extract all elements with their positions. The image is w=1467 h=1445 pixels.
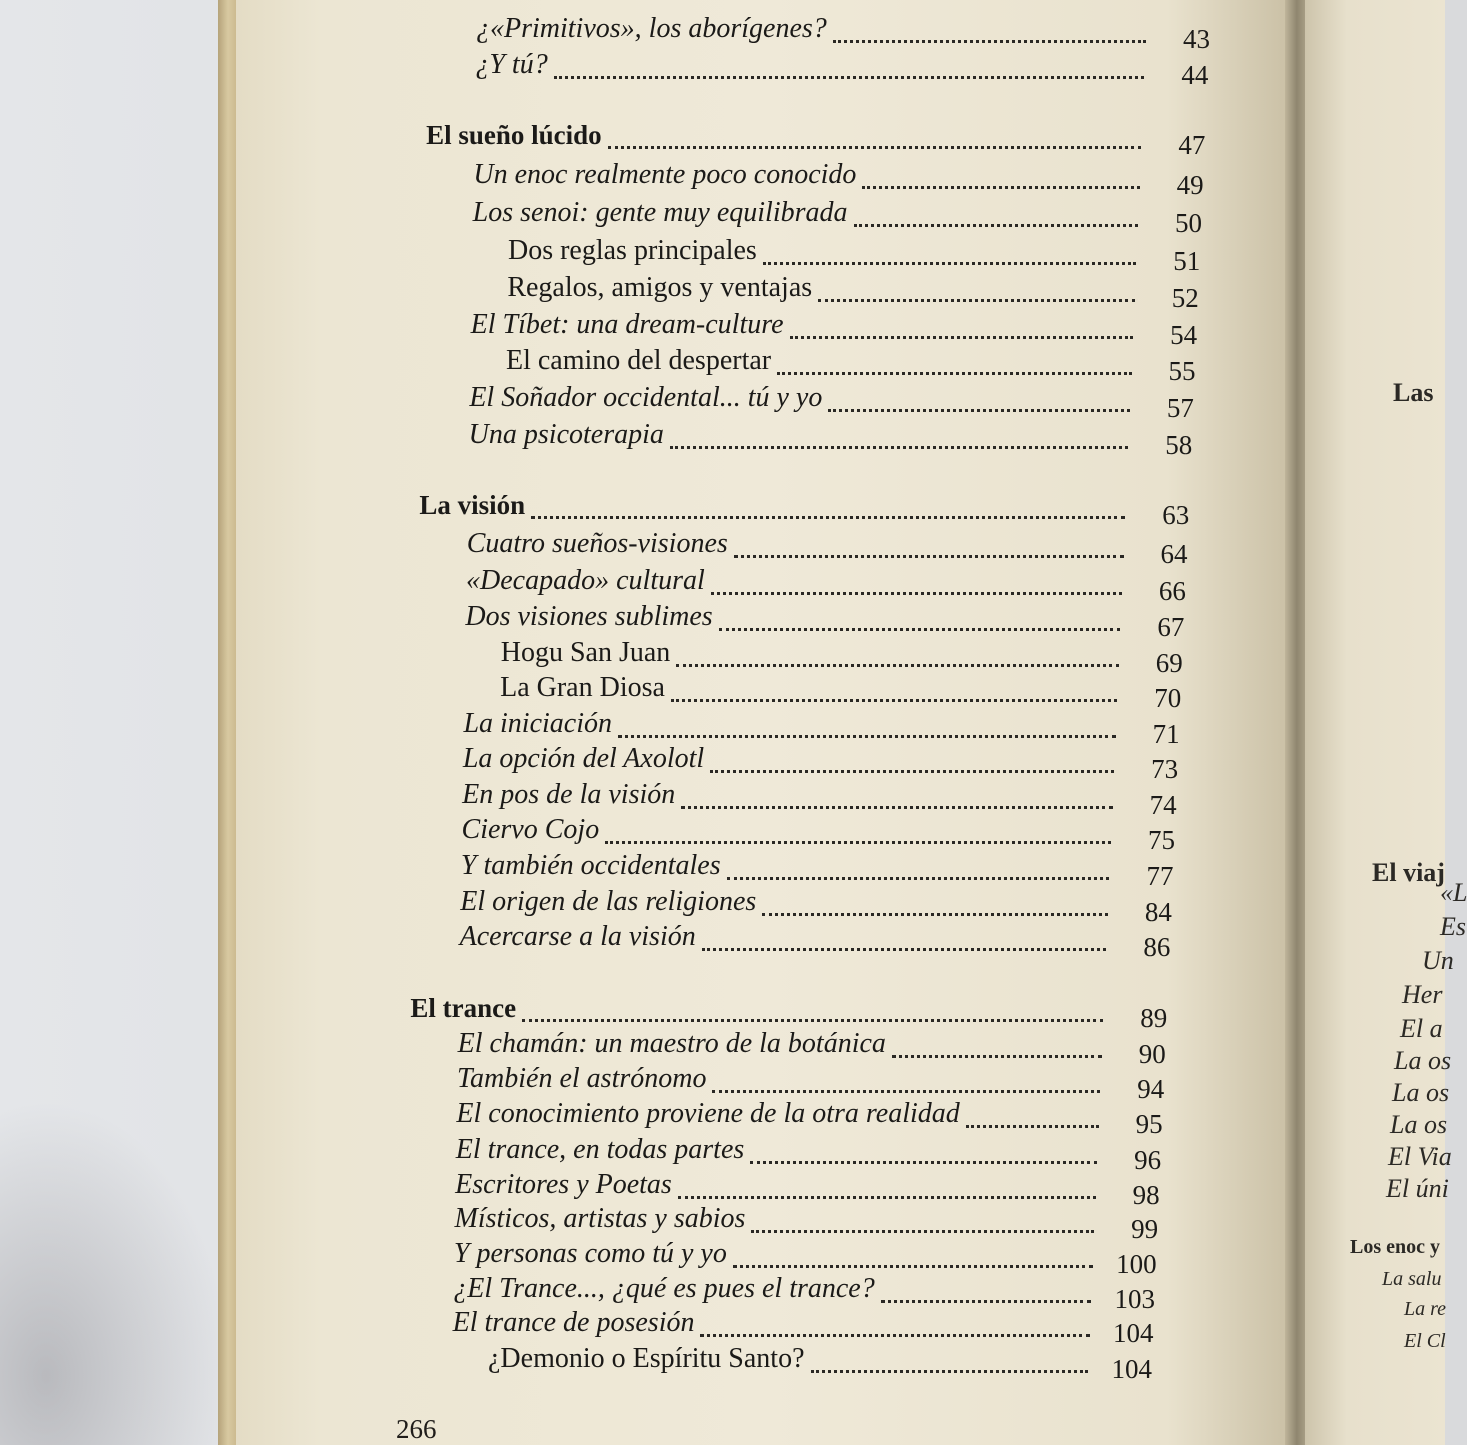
dot-leader bbox=[531, 512, 1125, 519]
toc-entry-title: La opción del Axolotl bbox=[462, 743, 705, 774]
toc-entry bbox=[456, 1133, 1161, 1173]
dot-leader bbox=[790, 332, 1134, 339]
toc-entry-title: El camino del despertar bbox=[506, 345, 772, 376]
toc-entry-title: «Decapado» cultural bbox=[466, 565, 705, 596]
toc-entry-title: La Gran Diosa bbox=[500, 672, 665, 703]
toc-entry bbox=[463, 742, 1178, 782]
toc-entry bbox=[460, 920, 1171, 960]
toc-entry-title: Un enoc realmente poco conocido bbox=[473, 159, 857, 190]
right-page-fragment: La os bbox=[1392, 1078, 1450, 1107]
toc-entry-page: 75 bbox=[1148, 825, 1176, 855]
dot-leader bbox=[811, 1366, 1088, 1373]
dot-leader bbox=[762, 909, 1108, 916]
dot-leader bbox=[854, 220, 1138, 227]
toc-entry-title: El Soñador occidental... tú y yo bbox=[469, 382, 823, 413]
dot-leader bbox=[862, 182, 1139, 189]
toc-entry-page: 98 bbox=[1132, 1180, 1160, 1210]
right-page-fragment: La os bbox=[1394, 1046, 1452, 1075]
toc-entry bbox=[465, 600, 1184, 640]
toc-entry-page: 47 bbox=[1178, 130, 1206, 160]
toc-entry-title: También el astrónomo bbox=[457, 1063, 707, 1094]
toc-entry bbox=[453, 1306, 1154, 1346]
toc-entry-title: Místicos, artistas y sabios bbox=[454, 1203, 746, 1234]
toc-entry bbox=[471, 308, 1197, 348]
dot-leader bbox=[522, 1015, 1103, 1022]
toc-entry-title: ¿Demonio o Espíritu Santo? bbox=[488, 1343, 805, 1374]
dot-leader bbox=[733, 1261, 1093, 1268]
toc-entry-title: Dos reglas principales bbox=[507, 235, 757, 266]
toc-entry-page: 95 bbox=[1135, 1109, 1163, 1139]
toc-entry-page: 44 bbox=[1181, 60, 1209, 90]
toc-entry-page: 90 bbox=[1138, 1039, 1166, 1069]
toc-entry-title: La iniciación bbox=[463, 708, 612, 739]
toc-entry-title: Los senoi: gente muy equilibrada bbox=[472, 197, 848, 228]
toc-entry-page: 50 bbox=[1174, 208, 1202, 238]
dot-leader bbox=[777, 368, 1131, 375]
toc-entry-page: 57 bbox=[1166, 393, 1194, 423]
toc-entry bbox=[458, 1027, 1166, 1067]
toc-entry-page: 73 bbox=[1151, 754, 1179, 784]
right-page-fragment: La re bbox=[1404, 1298, 1447, 1320]
toc-entry-page: 55 bbox=[1168, 356, 1196, 386]
toc-entry-page: 64 bbox=[1160, 539, 1188, 569]
right-page-fragment: Las bbox=[1393, 378, 1434, 407]
dot-leader bbox=[710, 766, 1114, 773]
toc-entry-title: El trance de posesión bbox=[452, 1307, 695, 1338]
toc-entry-title: Escritores y Poetas bbox=[455, 1169, 672, 1200]
toc-entry-page: 104 bbox=[1111, 1354, 1152, 1384]
toc-entry-page: 51 bbox=[1173, 246, 1201, 276]
dot-leader bbox=[702, 944, 1107, 951]
dot-leader bbox=[671, 695, 1117, 702]
toc-entry-page: 54 bbox=[1170, 320, 1198, 350]
toc-entry bbox=[501, 636, 1183, 676]
page-number-footer: 266 bbox=[396, 1414, 437, 1444]
toc-entry-page: 100 bbox=[1116, 1249, 1157, 1279]
toc-entry-page: 104 bbox=[1113, 1318, 1154, 1348]
toc-entry-title: Regalos, amigos y ventajas bbox=[507, 272, 813, 303]
toc-entry bbox=[469, 381, 1194, 421]
dot-leader bbox=[828, 405, 1130, 412]
toc-entry-page: 43 bbox=[1183, 24, 1210, 54]
toc-entry-title: El origen de las religiones bbox=[460, 886, 757, 917]
toc-entry bbox=[500, 671, 1181, 711]
toc-entry-page: 99 bbox=[1131, 1214, 1159, 1244]
toc-entry-title: Acercarse a la visión bbox=[459, 921, 696, 952]
toc-entry bbox=[462, 778, 1176, 818]
toc-entry bbox=[508, 234, 1200, 274]
right-page-fragment: La os bbox=[1390, 1110, 1448, 1139]
dot-leader bbox=[681, 802, 1112, 809]
toc-entry-title: Ciervo Cojo bbox=[461, 814, 600, 845]
toc-entry-title: Y personas como tú y yo bbox=[453, 1238, 727, 1269]
toc-entry-page: 89 bbox=[1140, 1003, 1168, 1033]
dot-leader bbox=[608, 142, 1142, 149]
toc-entry-title: Cuatro sueños-visiones bbox=[466, 528, 728, 559]
right-page-fragment: Un bbox=[1422, 946, 1454, 975]
toc-entry-page: 66 bbox=[1158, 576, 1186, 606]
toc-entry-title: El trance, en todas partes bbox=[455, 1134, 745, 1165]
toc-entry-page: 52 bbox=[1171, 283, 1199, 313]
toc-entry-title: El Tíbet: una dream-culture bbox=[470, 309, 784, 340]
toc-entry-title: En pos de la visión bbox=[462, 779, 676, 810]
right-page-fragment: Her bbox=[1402, 980, 1443, 1009]
toc-entry bbox=[507, 271, 1198, 311]
dot-leader bbox=[554, 72, 1145, 79]
right-page-fragment: Los enoc y bbox=[1350, 1236, 1440, 1258]
toc-entry bbox=[457, 1062, 1164, 1102]
dot-leader bbox=[605, 837, 1111, 844]
toc-entry bbox=[460, 885, 1172, 925]
dot-leader bbox=[734, 551, 1124, 558]
toc-entry-page: 77 bbox=[1146, 861, 1174, 891]
dot-leader bbox=[892, 1051, 1102, 1058]
toc-entry-title: Y también occidentales bbox=[460, 850, 721, 881]
toc-entry-page: 86 bbox=[1143, 932, 1171, 962]
toc-entry bbox=[419, 488, 1189, 528]
toc-entry bbox=[410, 991, 1167, 1031]
toc-entry-page: 58 bbox=[1165, 430, 1193, 460]
toc-entry-title: Una psicoterapia bbox=[468, 419, 664, 450]
toc-entry bbox=[454, 1237, 1157, 1277]
dot-leader bbox=[750, 1157, 1097, 1164]
toc-entry bbox=[469, 418, 1193, 458]
toc-entry bbox=[426, 118, 1205, 158]
right-page-fragment: El Via bbox=[1388, 1142, 1452, 1171]
toc-entry-title: El chamán: un maestro de la botánica bbox=[457, 1028, 886, 1059]
toc-entry bbox=[463, 707, 1179, 747]
right-page-fragment: El Cl bbox=[1404, 1330, 1446, 1352]
toc-entry-page: 67 bbox=[1157, 612, 1185, 642]
dot-leader bbox=[676, 660, 1119, 667]
toc-entry-page: 63 bbox=[1162, 500, 1190, 530]
toc-entry-title: El conocimiento proviene de la otra realidad bbox=[456, 1098, 960, 1129]
right-page-fragment: El úni bbox=[1386, 1174, 1449, 1203]
right-page-fragment: El a bbox=[1400, 1014, 1443, 1043]
toc-entry-page: 71 bbox=[1152, 719, 1180, 749]
dot-leader bbox=[711, 588, 1122, 595]
dot-leader bbox=[833, 36, 1146, 43]
toc-entry-page: 74 bbox=[1149, 790, 1177, 820]
toc-entry-page: 94 bbox=[1137, 1074, 1165, 1104]
toc-entry-page: 103 bbox=[1114, 1284, 1156, 1314]
dot-leader bbox=[719, 624, 1121, 631]
dot-leader bbox=[881, 1296, 1091, 1303]
dot-leader bbox=[712, 1086, 1100, 1093]
toc-entry-page: 49 bbox=[1176, 170, 1204, 200]
dot-leader bbox=[763, 258, 1136, 265]
toc-entry-page: 96 bbox=[1134, 1145, 1162, 1175]
toc-entry-title: El trance bbox=[410, 993, 517, 1023]
right-page-fragment: «L bbox=[1440, 878, 1467, 907]
dot-leader bbox=[727, 873, 1110, 880]
dot-leader bbox=[670, 442, 1128, 449]
toc-entry-title: El sueño lúcido bbox=[426, 120, 602, 150]
toc-entry-title: ¿El Trance..., ¿qué es pues el trance? bbox=[453, 1273, 875, 1304]
dot-leader bbox=[751, 1226, 1094, 1233]
toc-entry bbox=[455, 1202, 1159, 1242]
toc-entry-title: Dos visiones sublimes bbox=[465, 601, 713, 632]
dot-leader bbox=[618, 731, 1116, 738]
toc-entry bbox=[488, 1342, 1152, 1382]
dot-leader bbox=[818, 295, 1135, 302]
toc-entry-title: ¿Y tú? bbox=[475, 49, 548, 80]
dot-leader bbox=[700, 1330, 1089, 1337]
toc-entry bbox=[467, 527, 1188, 567]
toc-entry bbox=[456, 1097, 1162, 1137]
toc-entry-page: 84 bbox=[1144, 897, 1172, 927]
toc-entry bbox=[473, 196, 1202, 236]
toc-entry bbox=[462, 813, 1176, 853]
toc-entry bbox=[506, 344, 1196, 384]
toc-entry-title: La visión bbox=[419, 490, 526, 520]
toc-entry-title: Hogu San Juan bbox=[500, 637, 671, 668]
dot-leader bbox=[678, 1192, 1096, 1199]
toc-entry-title: ¿«Primitivos», los aborígenes? bbox=[476, 13, 827, 44]
dot-leader bbox=[966, 1121, 1099, 1128]
toc-entry bbox=[476, 12, 1210, 52]
toc-entry bbox=[466, 564, 1186, 604]
right-page-fragment: El viaj bbox=[1372, 858, 1445, 887]
toc-entry bbox=[473, 158, 1203, 198]
toc-entry-page: 69 bbox=[1155, 648, 1183, 678]
toc-entry bbox=[475, 48, 1208, 88]
toc-entry-page: 70 bbox=[1154, 683, 1182, 713]
right-page-fragment: Es bbox=[1440, 912, 1466, 941]
right-page-fragment: La salu bbox=[1382, 1268, 1442, 1290]
toc-entry bbox=[461, 849, 1174, 889]
